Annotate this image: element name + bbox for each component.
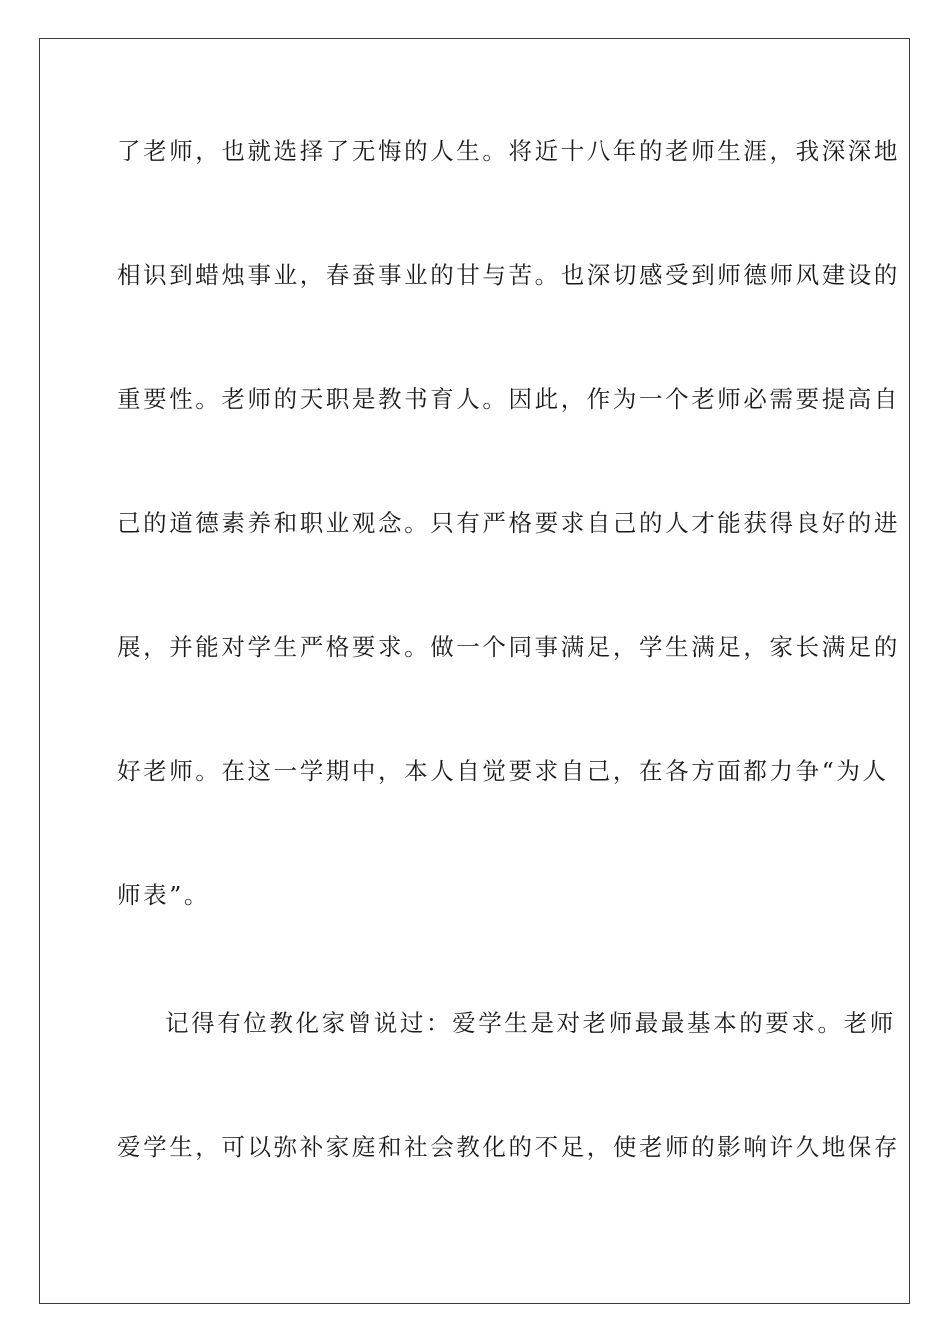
text-line-9: 爱学生，可以弥补家庭和社会教化的不足，使老师的影响许久地保存 <box>117 1133 900 1161</box>
page-border <box>39 38 910 1304</box>
text-line-6: 好老师。在这一学期中，本人自觉要求自己，在各方面都力争“为人 <box>117 757 889 785</box>
text-line-1: 了老师，也就选择了无悔的人生。将近十八年的老师生涯，我深深地 <box>117 137 900 165</box>
text-line-2: 相识到蜡烛事业，春蚕事业的甘与苦。也深切感受到师德师风建设的 <box>117 261 900 289</box>
text-line-7: 师表”。 <box>117 881 210 909</box>
text-line-5: 展，并能对学生严格要求。做一个同事满足，学生满足，家长满足的 <box>117 633 900 661</box>
text-line-3: 重要性。老师的天职是教书育人。因此，作为一个老师必需要提高自 <box>117 385 900 413</box>
text-line-8: 记得有位教化家曾说过：爱学生是对老师最最基本的要求。老师 <box>165 1009 896 1037</box>
text-line-4: 己的道德素养和职业观念。只有严格要求自己的人才能获得良好的进 <box>117 509 900 537</box>
